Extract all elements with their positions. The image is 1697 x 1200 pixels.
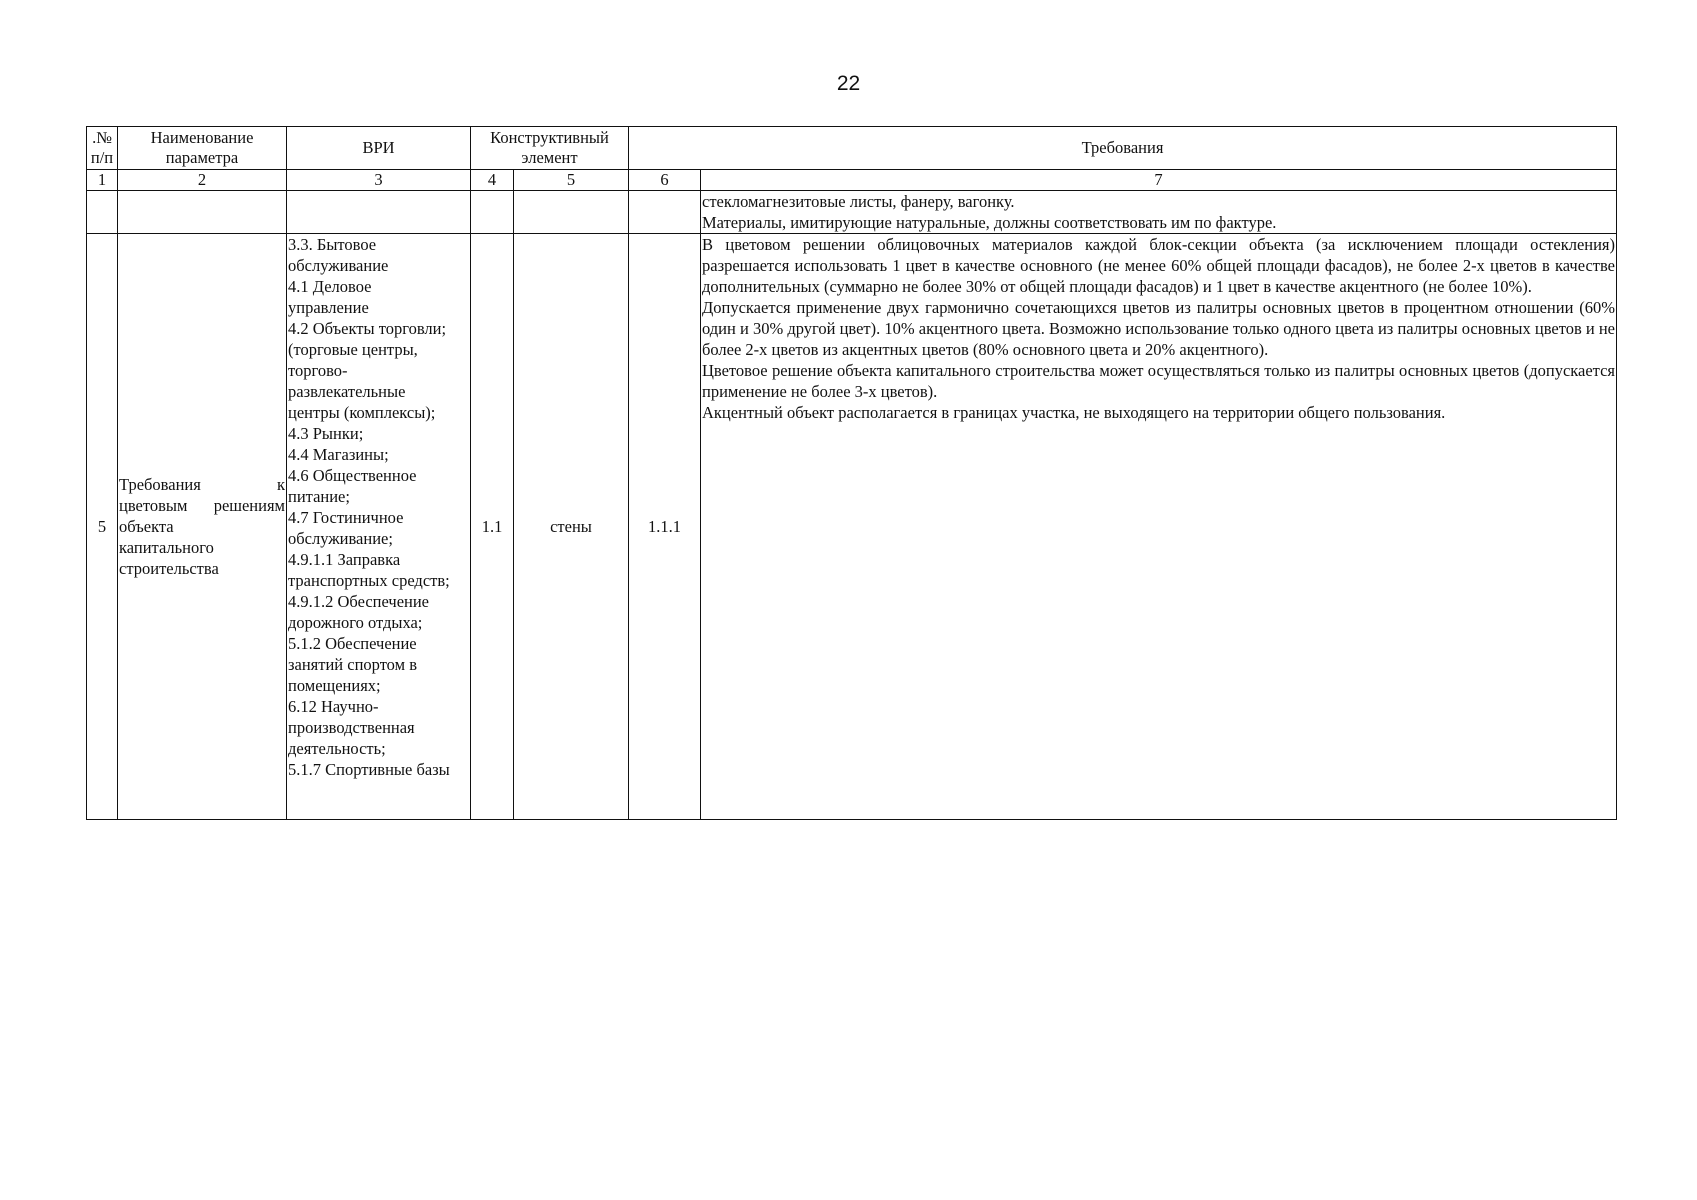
vri-item: обслуживание xyxy=(288,256,389,275)
vri-item: 4.3 Рынки; xyxy=(288,424,364,443)
parameter-line: объекта xyxy=(119,517,174,536)
empty-cell xyxy=(514,191,629,234)
vri-item: (торговые центры, xyxy=(288,340,418,359)
column-number: 1 xyxy=(87,170,118,191)
header-element: Конструктивный элемент xyxy=(471,127,629,170)
requirement-text: Материалы, имитирующие натуральные, должны соответствовать им по фактуре. xyxy=(702,213,1277,232)
requirements-text xyxy=(701,234,1617,820)
column-number: 7 xyxy=(701,170,1617,191)
element-name: стены xyxy=(514,234,629,820)
header-num: .№ п/п xyxy=(87,127,118,170)
requirement-text: стекломагнезитовые листы, фанеру, вагонку. xyxy=(702,192,1015,211)
vri-item: развлекательные xyxy=(288,382,406,401)
parameter-line: цветовым решениям xyxy=(119,496,285,515)
empty-cell xyxy=(471,191,514,234)
vri-item: занятий спортом в xyxy=(288,655,417,674)
vri-item: 4.9.1.1 Заправка xyxy=(288,550,401,569)
requirement-paragraph: Допускается применение двух гармонично сочетающихся цветов из палитры основных цветов в процентном отношении (60% один и 30% другой цвет). 10% акцентного цвета. Возможно использование только одного цвета из палитры основных цветов и не более 2-х цветов из акцентных цветов (80% основного цвета и 20% акцентного). xyxy=(702,298,1616,359)
parameter-name xyxy=(118,234,287,820)
column-number: 3 xyxy=(287,170,471,191)
parameter-line: строительства xyxy=(119,559,219,578)
vri-item: 6.12 Научно- xyxy=(288,697,379,716)
vri-item: дорожного отдыха; xyxy=(288,613,423,632)
parameter-line: капитального xyxy=(119,538,214,557)
vri-item: 4.7 Гостиничное xyxy=(288,508,404,527)
vri-item: 4.2 Объекты торговли; xyxy=(288,319,447,338)
vri-item: питание; xyxy=(288,487,350,506)
requirements-table xyxy=(86,126,1617,820)
column-number: 6 xyxy=(629,170,701,191)
vri-item: производственная xyxy=(288,718,415,737)
empty-cell xyxy=(118,191,287,234)
vri-item: управление xyxy=(288,298,369,317)
vri-item: 3.3. Бытовое xyxy=(288,235,377,254)
empty-cell xyxy=(87,191,118,234)
requirement-paragraph: Акцентный объект располагается в границах участка, не выходящего на территории общего пользования. xyxy=(702,403,1446,422)
vri-item: деятельность; xyxy=(288,739,386,758)
vri-item: 4.4 Магазины; xyxy=(288,445,389,464)
page-number: 22 xyxy=(836,72,861,95)
vri-item: 4.6 Общественное xyxy=(288,466,417,485)
row-number: 5 xyxy=(87,234,118,820)
element-subcode: 1.1.1 xyxy=(629,234,701,820)
continuation-row xyxy=(87,191,1617,234)
vri-item: обслуживание; xyxy=(288,529,393,548)
vri-item: 4.1 Деловое xyxy=(288,277,372,296)
column-number: 2 xyxy=(118,170,287,191)
vri-item: 5.1.2 Обеспечение xyxy=(288,634,417,653)
table-row-5 xyxy=(87,234,1617,820)
empty-cell xyxy=(629,191,701,234)
column-number: 5 xyxy=(514,170,629,191)
vri-item: помещениях; xyxy=(288,676,381,695)
empty-cell xyxy=(287,191,471,234)
vri-item: 4.9.1.2 Обеспечение xyxy=(288,592,429,611)
continuation-requirements xyxy=(701,191,1617,234)
vri-item: транспортных средств; xyxy=(288,571,450,590)
header-requirements: Требования xyxy=(629,127,1617,170)
column-number-row xyxy=(87,170,1617,191)
vri-list xyxy=(287,234,471,820)
vri-item: 5.1.7 Спортивные базы xyxy=(288,760,450,779)
header-param: Наименование параметра xyxy=(118,127,287,170)
header-row xyxy=(87,127,1617,170)
requirement-paragraph: Цветовое решение объекта капитального строительства может осуществляться только из палитры основных цветов (допускается применение не более 3-х цветов). xyxy=(702,361,1616,401)
header-vri: ВРИ xyxy=(287,127,471,170)
requirement-paragraph: В цветовом решении облицовочных материалов каждой блок-секции объекта (за исключением площади остекления) разрешается использовать 1 цвет в качестве основного (не менее 60% общей площади фасадов), не более 2-х цветов в качестве дополнительных (суммарно не более 30% от общей площади фасадов) и 1 цвет в качестве акцентного (не более 10%). xyxy=(702,235,1616,296)
vri-item: торгово- xyxy=(288,361,348,380)
vri-item: центры (комплексы); xyxy=(288,403,436,422)
element-code: 1.1 xyxy=(471,234,514,820)
parameter-line: Требования к xyxy=(119,475,285,494)
column-number: 4 xyxy=(471,170,514,191)
